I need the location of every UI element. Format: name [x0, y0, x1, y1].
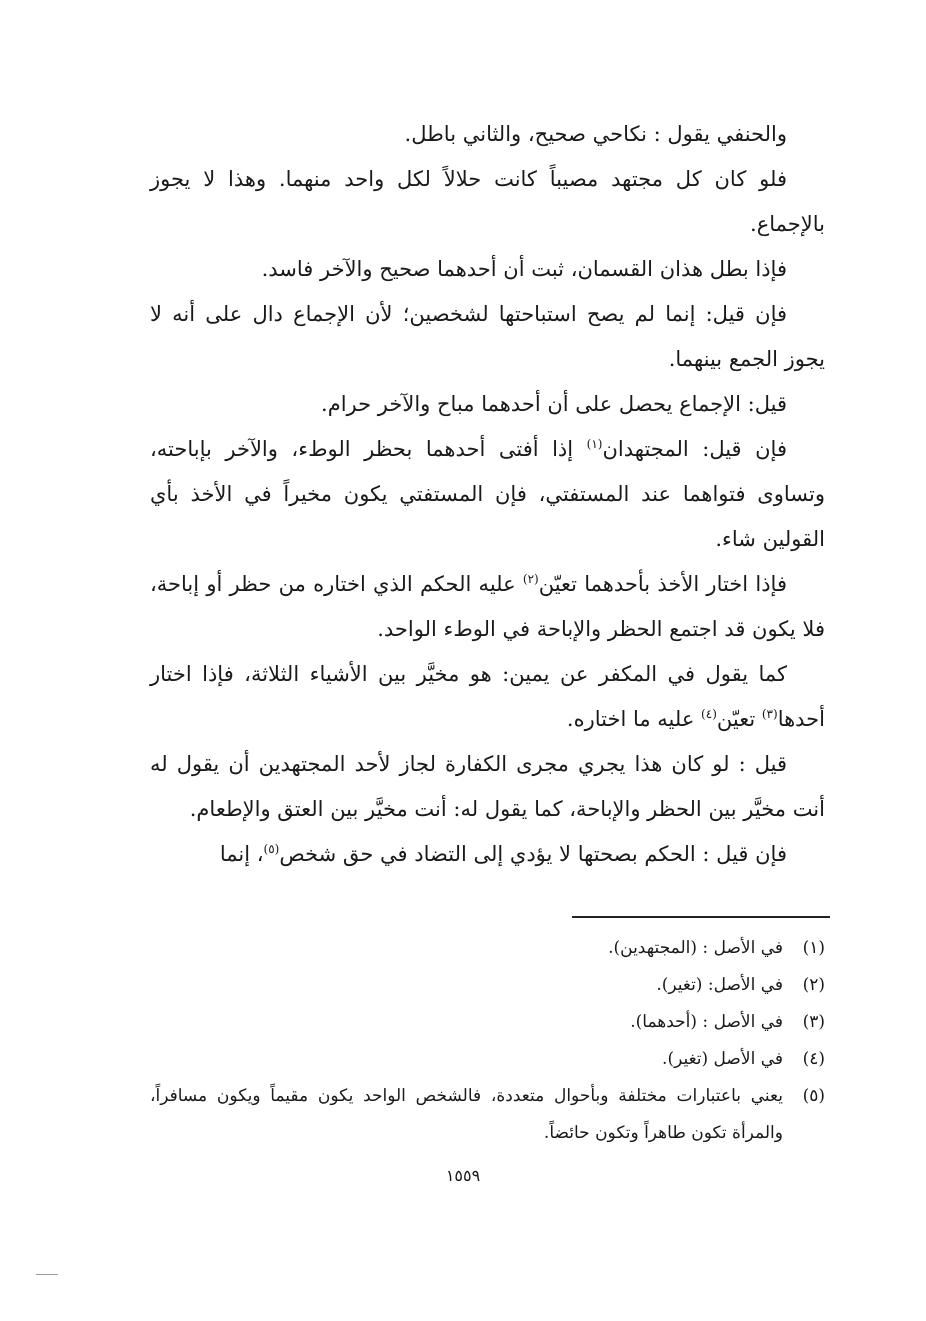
paragraph-3	[150, 247, 825, 292]
paragraph-text: والحنفي يقول : نكاحي صحيح، والثاني باطل.	[404, 122, 787, 146]
paragraph-text: عليه ما اختاره.	[566, 707, 702, 731]
footnote-text: في الأصل (تغير).	[662, 1049, 783, 1069]
footnote-number: (٣)	[802, 1012, 825, 1032]
footnote-4	[150, 1041, 825, 1078]
paragraph-text: فإن قيل: المجتهدان	[602, 437, 787, 461]
paragraph-text: قيل: الإجماع يحصل على أن أحدهما مباح والآخر حرام.	[321, 392, 787, 416]
main-text	[150, 112, 825, 877]
footnote-3	[150, 1004, 825, 1041]
paragraph-2	[150, 157, 825, 247]
footnote-5	[150, 1078, 825, 1152]
paragraph-6	[150, 427, 825, 562]
footnote-text: في الأصل: (تغير).	[656, 975, 783, 995]
footnote-ref-3: (٣)	[761, 707, 778, 721]
paragraph-text: إذا أفتى أحدهما بحظر الوطء، والآخر بإباحته، وتساوى فتواهما عند المستفتي، فإن المستفتي يكون مخيراً في الأخذ بأي القولين شاء.	[150, 437, 825, 551]
paragraph-text: فإذا بطل هذان القسمان، ثبت أن أحدهما صحيح والآخر فاسد.	[261, 257, 787, 281]
paragraph-7	[150, 562, 825, 652]
paragraph-text: فإذا اختار الأخذ بأحدهما تعيّن	[538, 572, 787, 596]
footnote-2	[150, 967, 825, 1004]
footnote-ref-2: (٢)	[522, 572, 539, 586]
paragraph-9	[150, 742, 825, 832]
paragraph-text: عليه الحكم الذي اختاره من حظر أو إباحة، فلا يكون قد اجتمع الحظر والإباحة في الوطء الواحد.	[150, 572, 825, 641]
footnote-ref-4: (٤)	[701, 707, 717, 721]
paragraph-text: كما يقول في المكفر عن يمين: هو مخيَّر بين الأشياء الثلاثة، فإذا اختار أحدها	[150, 662, 825, 731]
paragraph-8	[150, 652, 825, 742]
paragraph-4	[150, 292, 825, 382]
footnote-number: (٥)	[802, 1086, 825, 1106]
footnote-number: (٤)	[802, 1049, 825, 1069]
paragraph-text: قيل : لو كان هذا يجري مجرى الكفارة لجاز لأحد المجتهدين أن يقول له أنت مخيَّر بين الحظر والإباحة، كما يقول له: أنت مخيَّر بين العتق والإطعام.	[150, 752, 825, 821]
footnote-text: في الأصل : (المجتهدين).	[608, 938, 783, 958]
footnote-ref-5: (٥)	[263, 842, 280, 856]
scan-mark	[36, 1274, 58, 1275]
footnote-ref-1: (١)	[586, 437, 603, 451]
paragraph-text: تعيّن	[716, 707, 762, 731]
paragraph-1	[150, 112, 825, 157]
paragraph-5	[150, 382, 825, 427]
page-number: ١٥٥٩	[445, 1166, 481, 1185]
paragraph-text: فإن قيل : الحكم بصحتها لا يؤدي إلى التضاد في حق شخص	[279, 842, 787, 866]
paragraph-text: ، إنما	[219, 842, 264, 866]
footnote-1	[150, 930, 825, 967]
footnote-text: يعني باعتبارات مختلفة وبأحوال متعددة، فالشخص الواحد يكون مقيماً ويكون مسافراً، والمرأة تكون طاهراً وتكون حائضاً.	[150, 1086, 783, 1143]
footnote-number: (١)	[802, 938, 825, 958]
paragraph-text: فلو كان كل مجتهد مصيباً كانت حلالاً لكل واحد منهما. وهذا لا يجوز بالإجماع.	[150, 167, 825, 236]
paragraph-text: فإن قيل: إنما لم يصح استباحتها لشخصين؛ لأن الإجماع دال على أنه لا يجوز الجمع بينهما.	[150, 302, 825, 371]
footnote-text: في الأصل : (أحدهما).	[630, 1012, 783, 1032]
footnotes	[150, 930, 825, 1152]
paragraph-10	[150, 832, 825, 877]
footnote-number: (٢)	[802, 975, 825, 995]
footnote-divider	[572, 916, 830, 918]
